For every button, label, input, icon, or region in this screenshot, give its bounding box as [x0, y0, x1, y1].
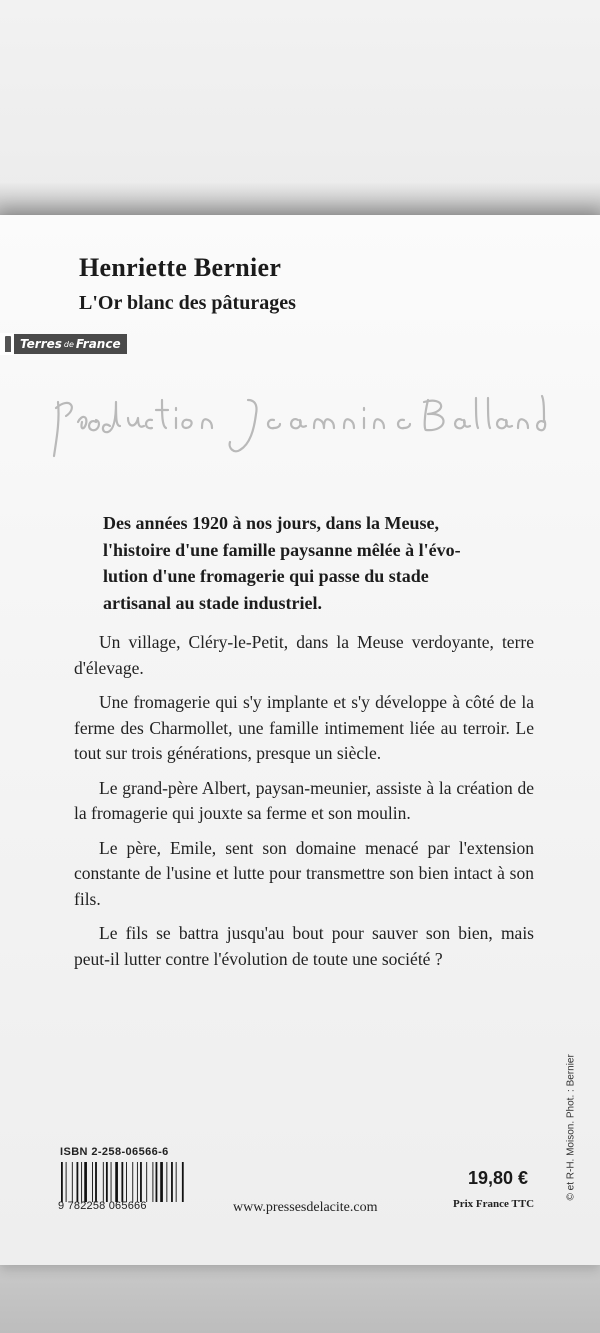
price: 19,80 € — [468, 1168, 529, 1188]
isbn-number: ISBN 2-258-06566-6 — [60, 1146, 169, 1158]
collection-name-part1: Terres — [20, 337, 62, 351]
photo-credit-text: © et R-H. Moison. Phot. : Bernier — [565, 1054, 577, 1201]
summary-paragraph: Un village, Cléry-le-Petit, dans la Meuse verdoyante, terre d'élevage. — [74, 632, 534, 678]
summary-paragraph: Le père, Emile, sent son domaine menacé par l'extension constante de l'usine et lutte pour transmettre son bien intact à son fils. — [74, 837, 534, 909]
summary-paragraph: Le grand-père Albert, paysan-meunier, assiste à la création de la fromagerie qui jouxte sa ferme et son moulin. — [74, 777, 534, 823]
collection-name-small: de — [63, 339, 74, 349]
pitch-line: l'histoire d'une famille paysanne mêlée à l'évo- — [103, 539, 461, 560]
pitch-line: artisanal au stade industriel. — [103, 592, 323, 613]
background-surface — [0, 1262, 600, 1333]
summary-body — [74, 630, 534, 981]
summary-paragraph: Le fils se battra jusqu'au bout pour sauver son bien, mais peut-il lutter contre l'évolution de toute une société ? — [74, 923, 534, 969]
barcode-digits: 9 782258 065666 — [58, 1200, 147, 1212]
collection-mark-icon — [0, 333, 14, 355]
collection-name-part2: France — [75, 337, 121, 351]
author-name: Henriette Bernier — [79, 253, 282, 282]
book-title: L'Or blanc des pâturages — [79, 292, 296, 314]
pitch-line: lution d'une fromagerie qui passe du stade — [103, 566, 429, 586]
publisher-website: www.pressesdelacite.com — [233, 1200, 378, 1215]
pitch-paragraph — [99, 510, 529, 616]
handwritten-signature — [48, 382, 548, 467]
pitch-line: Des années 1920 à nos jours, dans la Meuse, — [103, 513, 440, 533]
photo-credit — [556, 1030, 586, 1210]
price-label: Prix France TTC — [453, 1198, 535, 1210]
summary-paragraph: Une fromagerie qui s'y implante et s'y développe à côté de la ferme des Charmollet, une famille intimement liée au terroir. Le tout sur trois générations, presque un siècle. — [74, 692, 534, 763]
collection-band — [14, 334, 127, 354]
signature-drawing — [48, 382, 548, 462]
collection-logo — [0, 333, 127, 355]
barcode — [60, 1162, 220, 1202]
